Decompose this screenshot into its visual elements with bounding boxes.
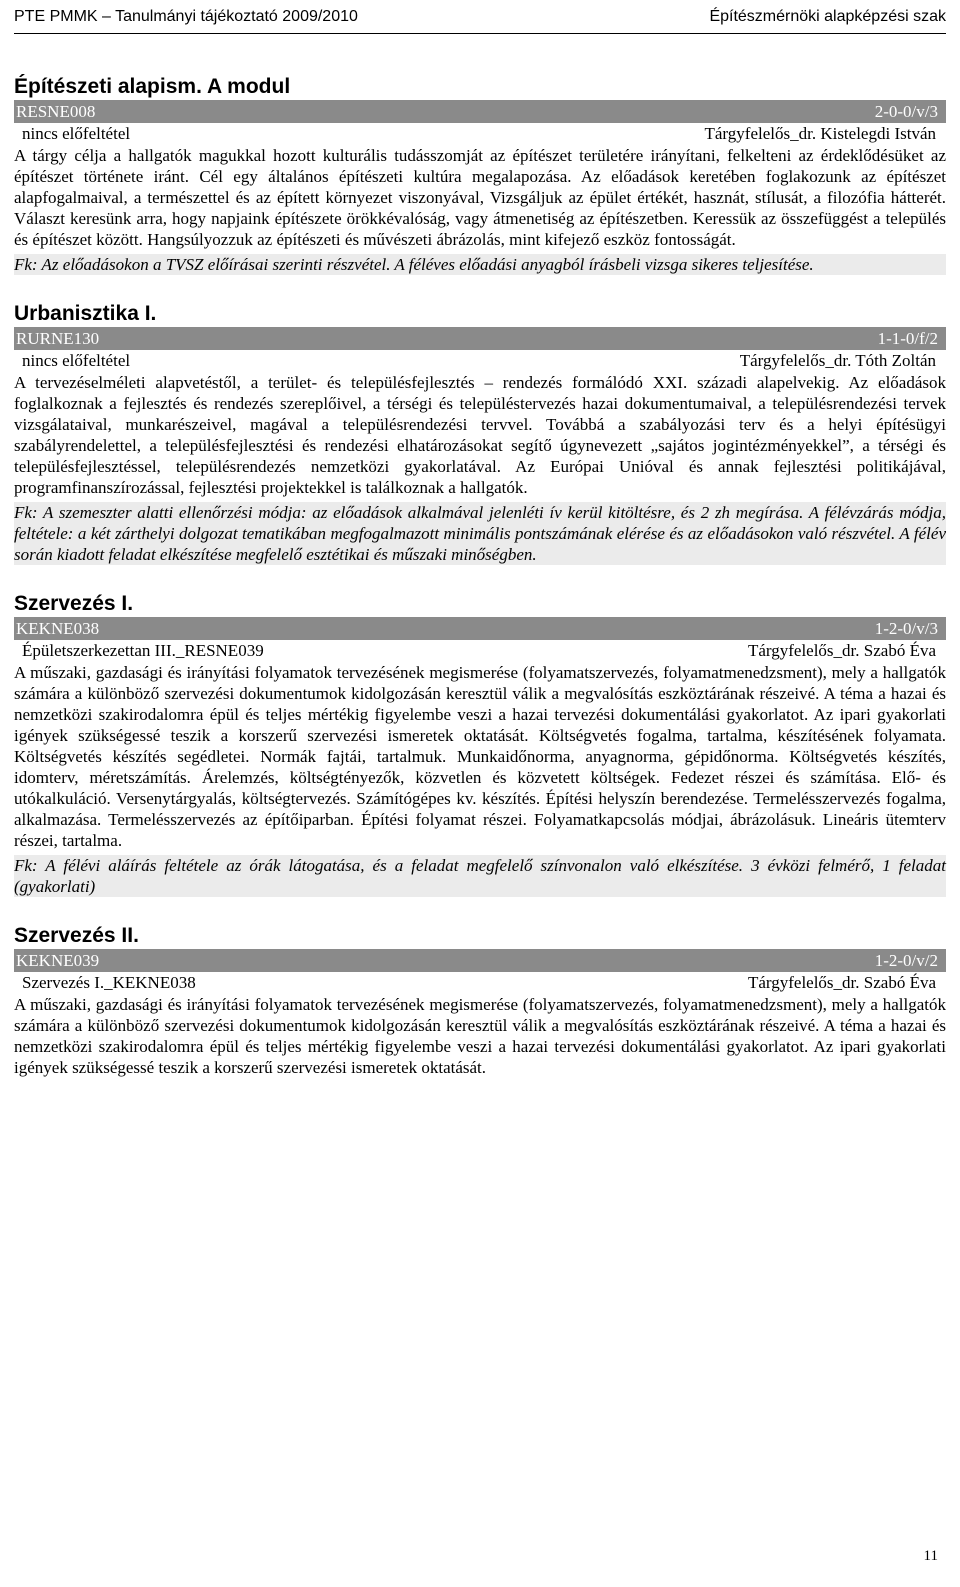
course-description: A tervezéselméleti alapvetéstől, a terület- és településfejlesztés – rendezés formálódó XXI. századi alapelvekig. Az előadások foglalkoznak a fejlesztés és rendezés szereplőivel, a térségi és településtervezés hazai dokumentumaival, a településrendezési tervek vizsgálataival, munkarészeivel, magával a településrendezési tervvel. Továbbá a szabályozási terv és a helyi építésügyi szabályrendelettel, a településfejlesztési és rendezési elhatározásokat segítő úgynevezett „sajátos jogintézményekkel”, a térségi és településfejlesztéssel, településrendezés nemzetközi gyakorlatával. Az Európai Unióval és annak fejlesztési politikájával, programfinanszírozással, fejlesztési projektekkel is találkoznak a hallgatók. — [14, 373, 946, 497]
course-meta — [14, 123, 946, 145]
course-requirements: Fk: A félévi aláírás feltétele az órák látogatása, és a feladat megfelelő színvonalon való elkészítése. 3 évközi felmérő, 1 feladat (gyakorlati) — [14, 856, 946, 896]
course-prerequisite: Szervezés I._KEKNE038 — [22, 973, 196, 992]
header-right-text: Építészmérnöki alapképzési szak — [709, 8, 946, 25]
course-requirements: Fk: A szemeszter alatti ellenőrzési módja: az előadások alkalmával jelenléti ív kerül kitöltésre, és 2 zh megírása. A félévzárás módja, feltétele: a két zárthelyi dolgozat tematikában megfogalmazott minimális pontszámának elérése és az előadásokon való részvétel. A félév során kiadott feladat elkészítése megfelelő esztétikai és műszaki minőségben. — [14, 503, 946, 564]
course-title: Szervezés II. — [14, 924, 139, 947]
course-title: Urbanisztika I. — [14, 302, 157, 325]
course-requirements: Fk: Az előadásokon a TVSZ előírásai szerinti részvétel. A féléves előadási anyagból írásbeli vizsga sikeres teljesítése. — [14, 254, 946, 275]
page-header — [14, 0, 946, 34]
course-code: RURNE130 — [16, 329, 100, 348]
course-description: A műszaki, gazdasági és irányítási folyamatok tervezésének megismerése (folyamatszervezés, folyamatmenedzsment), mely a hallgatók számára a különböző szervezési dokumentumok kidolgozásán keresztül válik a megvalósítás eszköztárának részeivé. A téma a hazai és nemzetközi szakirodalomra épül és teljes mértékig figyelembe veszi a hazai tervezési dokumentálási gyakorlatot. Az ipari gyakorlati igények szükségessé teszik a korszerű szervezési ismeretek oktatását. Költségvetés fogalma, tartalma, készítésének folyamata. Költségvetés készítés segédletei. Normák fajtái, tartalmuk. Munkaidőnorma, anyagnorma, gépidőnorma. Költségvetés készítés, idomterv, méretszámítás. Árelemzés, költségtényezők, közvetlen és közvetett költségek. Fedezet részei és számítása. Elő- és utókalkuláció. Versenytárgyalás, költségtervezés. Számítógépes kv. készítés. Építési helyszín berendezése. Termelésszervezés fogalma, alkalmazása. Termelésszervezés az építőiparban. Építési folyamat részei. Folyamatkapcsolás módjai, ábrázolásuk. Lineáris ütemterv részei, tartalma. — [14, 663, 946, 850]
course-responsible: Tárgyfelelős_dr. Szabó Éva — [747, 973, 936, 992]
course-responsible: Tárgyfelelős_dr. Tóth Zoltán — [739, 351, 936, 370]
course-code-bar — [14, 100, 946, 123]
course-meta — [14, 350, 946, 372]
course-code: RESNE008 — [16, 102, 96, 121]
course-section-resne008 — [14, 74, 946, 275]
course-code-bar — [14, 617, 946, 640]
course-hours: 2-0-0/v/3 — [874, 102, 938, 121]
header-left-text: PTE PMMK – Tanulmányi tájékoztató 2009/2010 — [14, 8, 358, 25]
course-responsible: Tárgyfelelős_dr. Szabó Éva — [747, 641, 936, 660]
course-responsible: Tárgyfelelős_dr. Kistelegdi István — [704, 124, 936, 143]
course-code-bar — [14, 327, 946, 350]
course-code: KEKNE039 — [16, 951, 100, 970]
course-prerequisite: nincs előfeltétel — [22, 351, 131, 370]
course-description: A műszaki, gazdasági és irányítási folyamatok tervezésének megismerése (folyamatszervezés, folyamatmenedzsment), mely a hallgatók számára a különböző szervezési dokumentumok kidolgozásán keresztül válik a megvalósítás eszköztárának részeivé. A téma a hazai és nemzetközi szakirodalomra épül és teljes mértékig figyelembe veszi a hazai tervezési dokumentálási gyakorlatot. Az ipari gyakorlati igények szükségessé teszik a korszerű szervezési ismeretek oktatását. — [14, 995, 946, 1077]
course-meta — [14, 972, 946, 994]
course-section-kekne039 — [14, 923, 946, 1078]
course-description: A tárgy célja a hallgatók magukkal hozott kulturális tudásszomját az építészet területére irányítani, felkelteni az érdeklődésüket az építészet története iránt. Cél egy általános építészeti kultúra megalapozása. Az előadások keretében foglakozunk az építészet alapfogalmaival, a természettel és az épített környezet viszonyával, Vizsgáljuk az épület értékét, hasznát, stílusát, a filozófia hátterét. Választ keresünk arra, hogy napjaink építészete örökkévalóság, vagy átmenetiség az építészetben. Keressük az összefüggést a település és építészet között. Hangsúlyozzuk az építészeti és művészeti ábrázolás, mint kifejező eszköz fontosságát. — [14, 146, 946, 249]
course-title: Építészeti alapism. A modul — [14, 75, 291, 98]
course-prerequisite: Épületszerkezettan III._RESNE039 — [22, 641, 264, 660]
course-hours: 1-2-0/v/3 — [874, 619, 938, 638]
course-section-kekne038 — [14, 591, 946, 897]
course-code: KEKNE038 — [16, 619, 100, 638]
course-hours: 1-1-0/f/2 — [877, 329, 938, 348]
course-title: Szervezés I. — [14, 592, 134, 615]
course-section-rurne130 — [14, 301, 946, 565]
course-code-bar — [14, 949, 946, 972]
course-prerequisite: nincs előfeltétel — [22, 124, 131, 143]
document-body — [14, 74, 946, 1104]
course-hours: 1-2-0/v/2 — [874, 951, 938, 970]
page-number: 11 — [923, 1548, 938, 1564]
course-meta — [14, 640, 946, 662]
